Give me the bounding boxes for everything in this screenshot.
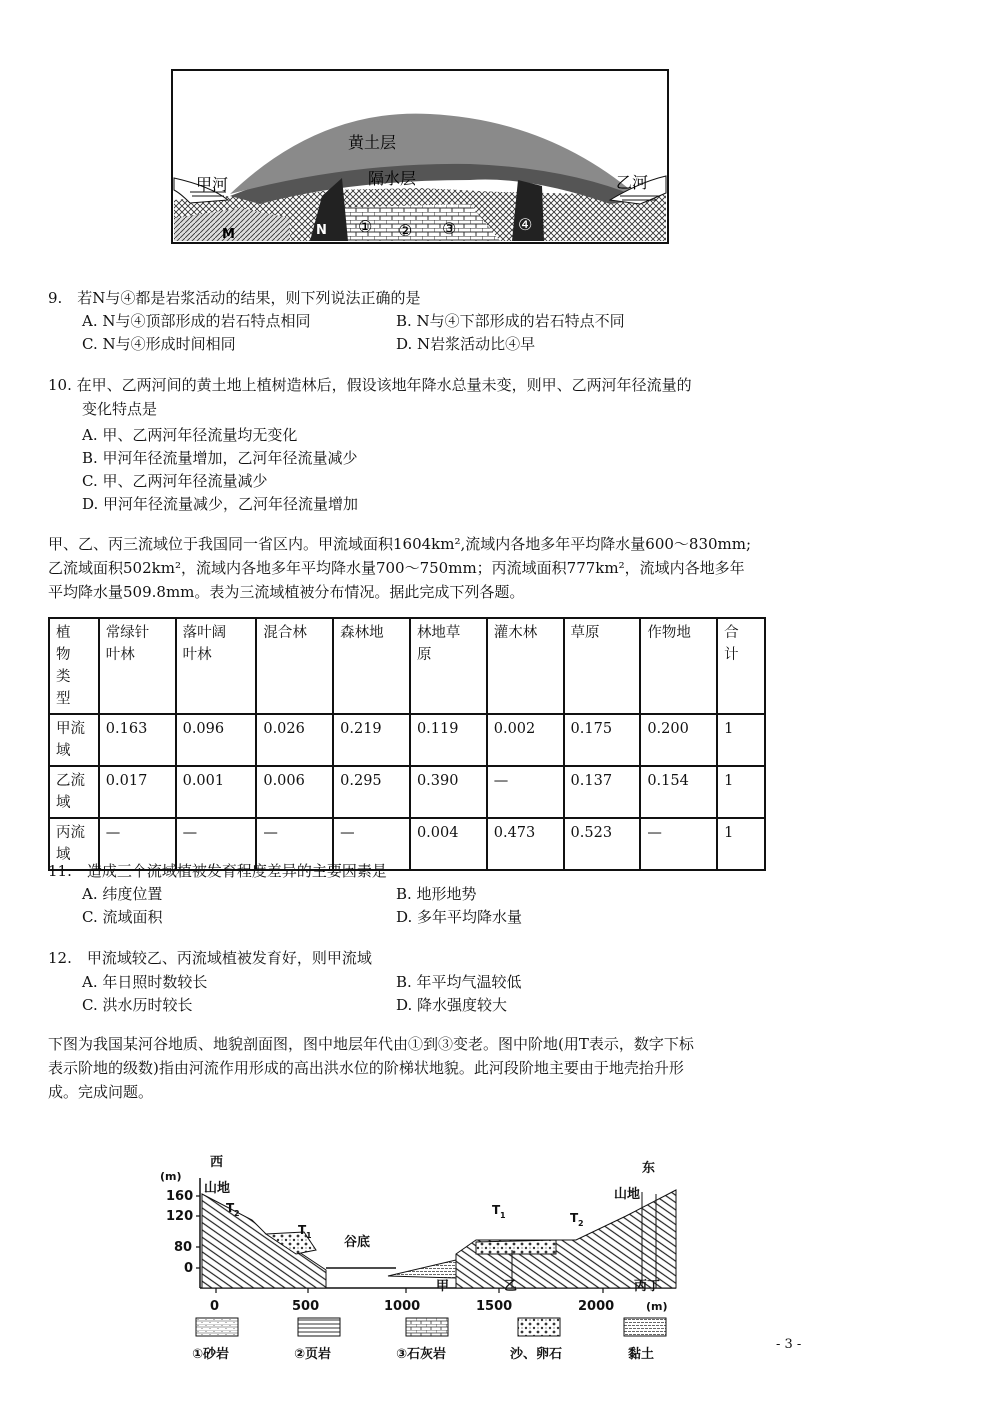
passage-2-line: 成。完成问题。 (48, 1083, 154, 1101)
question-11-stem: 11. 造成三个流域植被发育程度差异的主要因素是 (48, 862, 387, 880)
passage-1-line: 甲、乙、丙三流域位于我国同一省区内。甲流域面积1604km²,流域内各地多年平均降水量600～830mm; (48, 535, 752, 553)
x-tick-label: 1000 (384, 1299, 421, 1314)
table-cell: 甲流 域 (49, 714, 99, 766)
table-cell: 0.006 (256, 766, 333, 818)
table-header-cell: 落叶阔 叶林 (176, 618, 257, 714)
question-9-stem: 9. 若N与④都是岩浆活动的结果，则下列说法正确的是 (48, 289, 421, 307)
table-cell: 0.096 (176, 714, 257, 766)
n-label: N (316, 223, 327, 238)
table-cell: — (256, 818, 333, 870)
y-tick-label: 0 (184, 1261, 194, 1276)
vegetation-table (48, 617, 766, 871)
question-12-option-a: A. 年日照时数较长 (82, 973, 208, 991)
question-9-option-d: D. N岩浆活动比④早 (396, 335, 536, 353)
x-tick-label: 500 (292, 1299, 320, 1314)
question-11-option-c: C. 流域面积 (82, 908, 163, 926)
table-cell: 丙流 域 (49, 818, 99, 870)
question-10-stem: 10. 在甲、乙两河间的黄土地上植树造林后，假设该地年降水总量未变，则甲、乙两河年径流量的 (48, 376, 692, 394)
question-12-option-d: D. 降水强度较大 (396, 996, 508, 1014)
terrace-t2-west: T (226, 1201, 235, 1215)
layer-1-label: ① (358, 217, 373, 236)
y-tick-label: 120 (166, 1209, 194, 1224)
table-cell: 1 (717, 766, 765, 818)
river-valley-profile-figure (156, 1150, 686, 1370)
table-header-cell: 草原 (564, 618, 641, 714)
legend-limestone: ③石灰岩 (396, 1347, 447, 1362)
table-cell: 0.163 (99, 714, 176, 766)
river-jia-label: 甲河 (196, 175, 229, 194)
x-tick-label: 0 (210, 1299, 220, 1314)
table-cell: 0.523 (564, 818, 641, 870)
table-cell: 乙流 域 (49, 766, 99, 818)
legend-sandstone: ①砂岩 (192, 1347, 230, 1362)
point-jia-label: 甲 (436, 1279, 450, 1294)
table-cell: 0.119 (410, 714, 487, 766)
table-header-cell: 植 物 类 型 (49, 618, 99, 714)
passage-1 (48, 532, 808, 604)
east-label: 东 (642, 1161, 656, 1176)
aquiclude-label: 隔水层 (368, 169, 417, 188)
intrusion-4-label: ④ (518, 215, 533, 234)
west-label: 西 (210, 1155, 224, 1170)
question-12-option-b: B. 年平均气温较低 (396, 973, 522, 991)
table-cell: — (487, 766, 564, 818)
x-tick-label: 1500 (476, 1299, 513, 1314)
loess-label: 黄土层 (348, 133, 397, 152)
question-9-option-b: B. N与④下部形成的岩石特点不同 (396, 312, 625, 330)
table-header-cell: 林地草 原 (410, 618, 487, 714)
terrace-t2-east-sub: 2 (578, 1219, 584, 1228)
passage-2 (48, 1032, 808, 1104)
table-cell: 0.002 (487, 714, 564, 766)
terrace-t1-east: T (492, 1203, 501, 1217)
table-cell: 0.295 (333, 766, 410, 818)
passage-2-line: 表示阶地的级数)指由河流作用形成的高出洪水位的阶梯状地貌。此河段阶地主要由于地壳抬升形 (48, 1059, 684, 1077)
table-cell: 1 (717, 818, 765, 870)
table-cell: 0.026 (256, 714, 333, 766)
river-yi-label: 乙河 (616, 173, 649, 192)
table-cell: 0.004 (410, 818, 487, 870)
table-header-cell: 森林地 (333, 618, 410, 714)
table-header-cell: 灌木林 (487, 618, 564, 714)
question-10-option-c: C. 甲、乙两河年径流量减少 (82, 472, 268, 490)
passage-2-line: 下图为我国某河谷地质、地貌剖面图，图中地层年代由①到③变老。图中阶地(用T表示，数字下标 (48, 1035, 694, 1053)
table-header-cell: 常绿针 叶林 (99, 618, 176, 714)
question-10-stem-cont: 变化特点是 (82, 400, 158, 418)
question-10-option-b: B. 甲河年径流量增加，乙河年径流量减少 (82, 449, 358, 467)
legend-clay: 黏土 (628, 1347, 655, 1362)
x-tick-label: 2000 (578, 1299, 615, 1314)
question-11-option-a: A. 纬度位置 (82, 885, 163, 903)
terrace-t1-west: T (298, 1223, 307, 1237)
mountain-west-label: 山地 (204, 1181, 231, 1196)
question-12-stem: 12. 甲流域较乙、丙流域植被发育好，则甲流域 (48, 949, 372, 967)
table-cell: — (99, 818, 176, 870)
terrace-t1-west-sub: 1 (306, 1231, 312, 1240)
table-cell: 0.175 (564, 714, 641, 766)
question-9-option-c: C. N与④形成时间相同 (82, 335, 236, 353)
layer-3-label: ③ (442, 219, 457, 238)
question-11-option-b: B. 地形地势 (396, 885, 477, 903)
y-tick-label: 160 (166, 1189, 194, 1204)
table-cell: 0.017 (99, 766, 176, 818)
y-tick-label: 80 (174, 1240, 193, 1255)
legend-gravel: 沙、卵石 (510, 1347, 563, 1362)
passage-1-line: 乙流域面积502km²，流域内各地多年平均降水量700～750mm；丙流域面积777km²，流域内各地多年 (48, 559, 745, 577)
layer-2-label: ② (398, 221, 413, 240)
table-cell: 1 (717, 714, 765, 766)
table-cell: 0.001 (176, 766, 257, 818)
question-10-option-a: A. 甲、乙两河年径流量均无变化 (82, 426, 298, 444)
mountain-east-label: 山地 (614, 1187, 641, 1202)
table-row (49, 766, 765, 818)
table-header-cell: 作物地 (640, 618, 717, 714)
table-cell: — (333, 818, 410, 870)
legend-shale: ②页岩 (294, 1347, 332, 1362)
table-row (49, 714, 765, 766)
question-11-option-d: D. 多年平均降水量 (396, 908, 523, 926)
page-number: - 3 - (776, 1337, 802, 1352)
y-unit-label: (m) (160, 1170, 182, 1183)
terrace-t2-east: T (570, 1211, 579, 1225)
question-10-option-d: D. 甲河年径流量减少，乙河年径流量增加 (82, 495, 359, 513)
question-9-option-a: A. N与④顶部形成的岩石特点相同 (82, 312, 311, 330)
table-cell: 0.473 (487, 818, 564, 870)
table-cell: 0.154 (640, 766, 717, 818)
table-cell: 0.137 (564, 766, 641, 818)
table-cell: — (640, 818, 717, 870)
question-12-option-c: C. 洪水历时较长 (82, 996, 193, 1014)
table-cell: — (176, 818, 257, 870)
terrace-t1-east-sub: 1 (500, 1211, 506, 1220)
table-header-cell: 合 计 (717, 618, 765, 714)
table-header-row (49, 618, 765, 714)
terrace-t2-west-sub: 2 (234, 1209, 240, 1218)
table-cell: 0.390 (410, 766, 487, 818)
point-bingding-label: 丙丁 (634, 1279, 661, 1294)
geologic-section-figure (170, 68, 670, 246)
passage-1-line: 平均降水量509.8mm。表为三流域植被分布情况。据此完成下列各题。 (48, 583, 525, 601)
point-yi-label: 乙 (504, 1279, 518, 1294)
table-cell: 0.200 (640, 714, 717, 766)
valley-floor-label: 谷底 (344, 1235, 371, 1250)
table-cell: 0.219 (333, 714, 410, 766)
table-header-cell: 混合林 (256, 618, 333, 714)
m-label: M (222, 227, 235, 242)
x-unit-label: (m) (646, 1300, 668, 1313)
